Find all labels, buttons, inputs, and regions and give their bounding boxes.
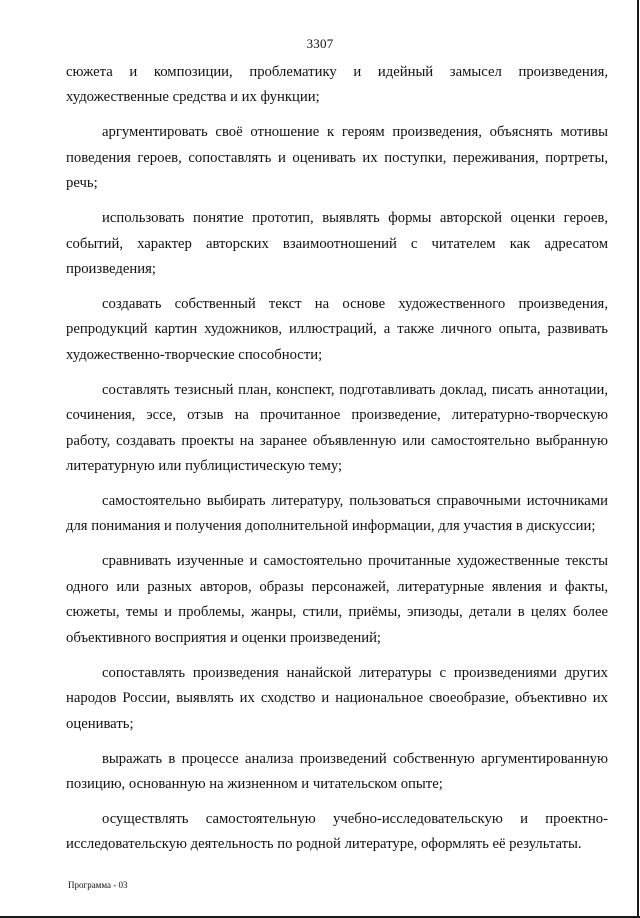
- paragraph: осуществлять самостоятельную учебно-исследовательскую и проектно-исследовательскую деятельность по родной литературе, оформлять её результаты.: [66, 810, 608, 853]
- paragraph: сравнивать изученные и самостоятельно прочитанные художественные тексты одного или разных авторов, образы персонажей, литературные явления и факты, сюжеты, темы и проблемы, жанры, стили, приёмы, эпизоды, детали в целях более объективного восприятия и оценки произведений;: [66, 553, 608, 646]
- paragraph: использовать понятие прототип, выявлять формы авторской оценки героев, событий, характер авторских взаимоотношений с читателем как адресатом произведения;: [66, 210, 608, 278]
- paragraph: сюжета и композиции, проблематику и идейный замысел произведения, художественные средства и их функции;: [66, 64, 608, 106]
- paragraph: аргументировать своё отношение к героям произведения, объяснять мотивы поведения героев, сопоставлять и оценивать их поступки, переживания, портреты, речь;: [66, 124, 608, 192]
- page-body: [66, 60, 608, 867]
- paragraph: сопоставлять произведения нанайской литературы с произведениями других народов России, выявлять их сходство и национальное своеобразие, объективно их оценивать;: [66, 664, 608, 732]
- paragraph: самостоятельно выбирать литературу, пользоваться справочными источниками для понимания и получения дополнительной информации, для участия в дискуссии;: [66, 493, 608, 535]
- scan-edge-right: [637, 0, 639, 918]
- page-number: 3307: [306, 36, 334, 51]
- paragraph: выражать в процессе анализа произведений собственную аргументированную позицию, основанную на жизненном и читательском опыте;: [66, 750, 608, 792]
- paragraph: составлять тезисный план, конспект, подготавливать доклад, писать аннотации, сочинения, эссе, отзыв на прочитанное произведение, литературно-творческую работу, создавать проекты на заранее объявленную или самостоятельно выбранную литературную или публицистическую тему;: [66, 381, 608, 475]
- paragraph: создавать собственный текст на основе художественного произведения, репродукций картин художников, иллюстраций, а также личного опыта, развивать художественно-творческие способности;: [66, 296, 608, 363]
- page-footer: Программа - 03: [68, 880, 128, 890]
